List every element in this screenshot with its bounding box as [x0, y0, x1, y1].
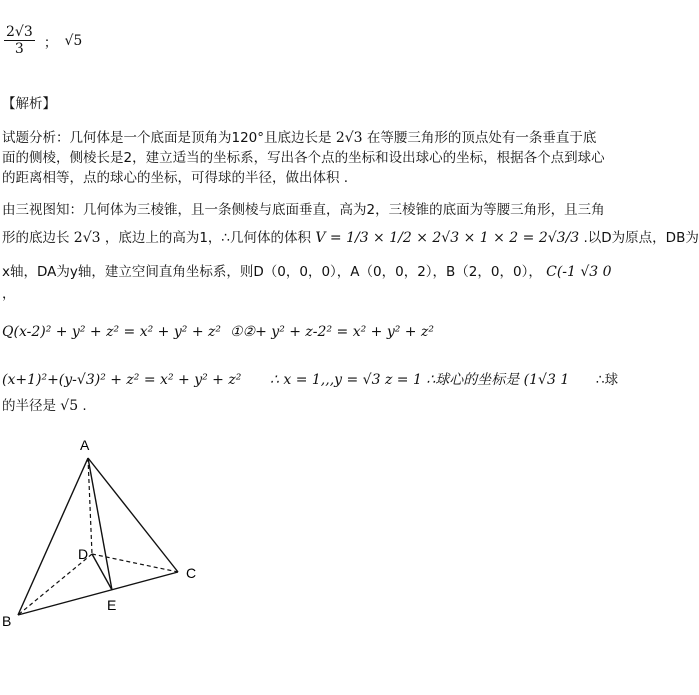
- edge-ac: [88, 458, 178, 572]
- label-d: D: [78, 546, 89, 562]
- label-a: A: [80, 437, 90, 453]
- radius-tail: .: [82, 398, 87, 414]
- equation-3: (x+1)²+(y-√3)² + z² = x² + y² + z²: [2, 372, 242, 388]
- edge-ae: [88, 458, 112, 590]
- answer-numerator: 2√3: [6, 24, 33, 40]
- solution-line-3: [2, 262, 612, 282]
- solution-text-2b: ，底边上的高为1，∴几何体的体积: [104, 230, 312, 246]
- volume-expression: V = 1/3 × 1/2 × 2√3 × 1 × 2 = 2√3/3: [315, 230, 580, 246]
- solution-line-2: [2, 228, 699, 248]
- analysis-line-3: 的距离相等，点的球心的坐标，可得球的半径，做出体积 .: [2, 170, 349, 186]
- analysis-value: 2√3: [335, 130, 363, 146]
- solution-text-2c: .以D为原点，DB为: [583, 230, 699, 246]
- radius-value: √5: [60, 398, 79, 414]
- solution-text-2a: 形的底边长: [2, 230, 70, 246]
- answer-fraction: [4, 24, 35, 57]
- analysis-text-1b: 在等腰三角形的顶点处有一条垂直于底: [366, 130, 597, 146]
- label-e: E: [107, 597, 117, 613]
- answer-line: [4, 24, 82, 57]
- edge-db: [18, 554, 92, 615]
- solution-line-4: ，: [2, 286, 16, 302]
- radius-text: 的半径是: [2, 398, 56, 414]
- analysis-line-1: [2, 128, 596, 148]
- radius-line: [2, 396, 87, 416]
- analysis-text-1a: 试题分析：几何体是一个底面是顶角为120°且底边长是: [2, 130, 332, 146]
- label-b: B: [2, 613, 12, 629]
- edge-bc: [18, 572, 178, 615]
- point-c-coords: C(-1 √3 0: [546, 264, 612, 280]
- edge-ab: [18, 458, 88, 615]
- answer-denominator: 3: [14, 41, 24, 57]
- result-text: ∴ x = 1,,,y = √3 z = 1 ∴球心的坐标是 (1√3 1: [270, 372, 570, 388]
- answer-separator: ；: [43, 34, 58, 51]
- solution-base-value: 2√3: [73, 230, 101, 246]
- equation-1: Q(x-2)² + y² + z² = x² + y² + z²: [2, 324, 221, 340]
- analysis-line-2: 面的侧棱，侧棱长是2，建立适当的坐标系，写出各个点的坐标和设出球心的坐标，根据各个点到球心: [2, 150, 605, 166]
- label-c: C: [186, 565, 197, 581]
- radius-end: ∴球: [596, 372, 619, 388]
- equation-2: ①②+ y² + z-2² = x² + y² + z²: [230, 324, 434, 340]
- pyramid-figure: [0, 430, 240, 630]
- solution-text-3a: x轴，DA为y轴，建立空间直角坐标系，则D（0，0，0），A（0，0，2），B（2，0，0），: [2, 264, 542, 280]
- section-title: 【解析】: [2, 96, 56, 112]
- answer-second: √5: [64, 32, 83, 49]
- solution-line-1: 由三视图知：几何体为三棱锥，且一条侧棱与底面垂直，高为2，三棱锥的底面为等腰三角形，且三角: [2, 202, 605, 218]
